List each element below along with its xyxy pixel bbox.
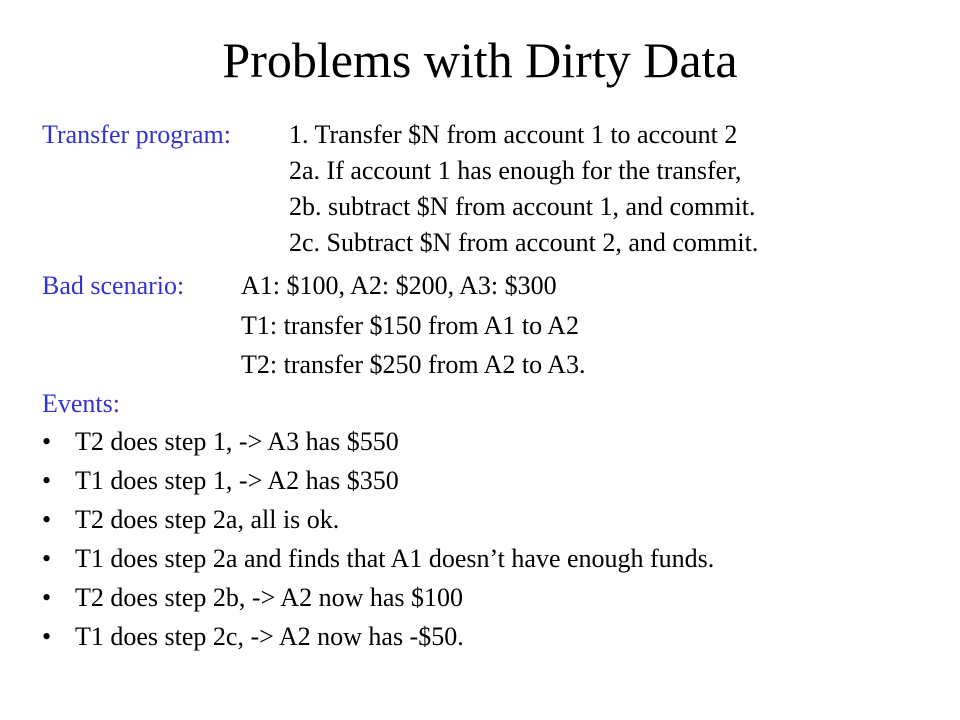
bullet-dot: • xyxy=(42,544,52,573)
transfer-step-2a: 2a. If account 1 has enough for the transfer, xyxy=(289,156,742,185)
bad-scenario-label: Bad scenario: xyxy=(42,271,185,300)
event-text: T2 does step 1, -> A3 has $550 xyxy=(75,427,399,456)
event-text: T1 does step 2a and finds that A1 doesn’t have enough funds. xyxy=(75,544,715,573)
bullet-dot: • xyxy=(42,583,52,612)
event-text: T1 does step 2c, -> A2 now has -$50. xyxy=(75,622,464,651)
scenario-t1: T1: transfer $150 from A1 to A2 xyxy=(241,311,579,340)
transfer-step-1: 1. Transfer $N from account 1 to account 2 xyxy=(289,120,738,149)
transfer-program-label: Transfer program: xyxy=(42,120,231,149)
transfer-step-2c: 2c. Subtract $N from account 2, and commit. xyxy=(289,228,759,257)
bullet-dot: • xyxy=(42,427,52,456)
events-label: Events: xyxy=(42,389,120,418)
event-text: T2 does step 2a, all is ok. xyxy=(75,505,340,534)
transfer-step-2b: 2b. subtract $N from account 1, and commit. xyxy=(289,192,756,221)
scenario-t2: T2: transfer $250 from A2 to A3. xyxy=(241,350,586,379)
bullet-dot: • xyxy=(42,466,52,495)
event-text: T2 does step 2b, -> A2 now has $100 xyxy=(75,583,464,612)
slide-title: Problems with Dirty Data xyxy=(222,32,738,88)
bullet-dot: • xyxy=(42,505,52,534)
scenario-accounts: A1: $100, A2: $200, A3: $300 xyxy=(241,271,557,300)
bullet-dot: • xyxy=(42,622,52,651)
event-text: T1 does step 1, -> A2 has $350 xyxy=(75,466,399,495)
